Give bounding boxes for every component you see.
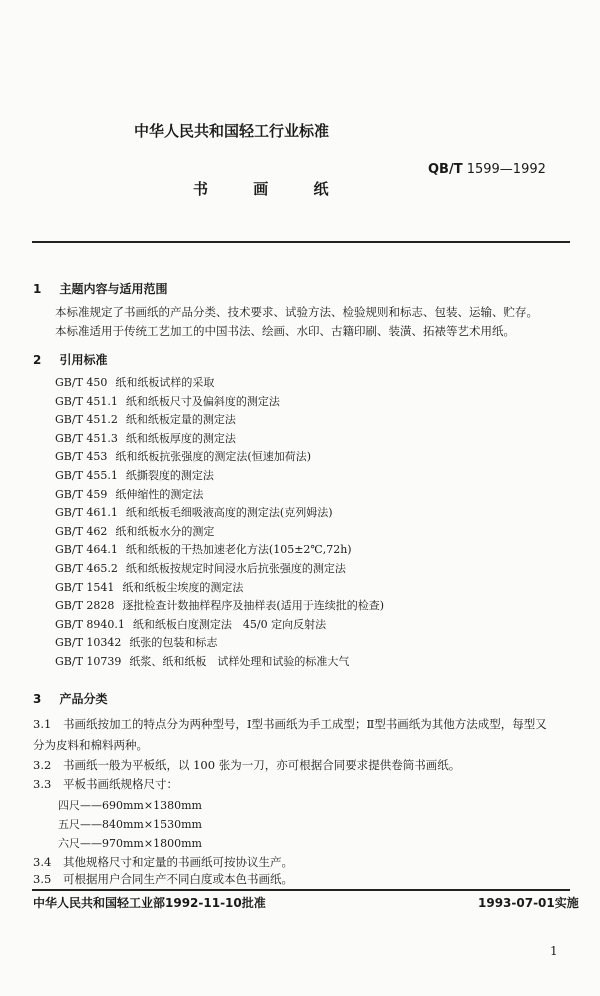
reference-item [55, 523, 384, 542]
reference-title: 纸和纸板尘埃度的测定法 [122, 580, 244, 594]
clause-3-5-number: 3.5 [33, 872, 52, 886]
reference-code: GB/T 453 [55, 450, 108, 464]
reference-code: GB/T 465.2 [55, 561, 118, 575]
reference-code: GB/T 451.1 [55, 394, 118, 408]
clause-3-3-text: 平板书画纸规格尺寸： [62, 777, 178, 791]
clause-3-1 [33, 716, 547, 732]
reference-title: 纸和纸板定量的测定法 [125, 413, 236, 427]
section-2-number: 2 [33, 353, 42, 367]
reference-code: GB/T 459 [55, 487, 108, 501]
section-1-title: 主题内容与适用范围 [59, 282, 168, 296]
section-1-paragraph-2: 本标准适用于传统工艺加工的中国书法、绘画、水印、古籍印刷、装潢、拓裱等艺术用纸。 [55, 324, 515, 338]
reference-title: 纸和纸板水分的测定 [115, 524, 215, 538]
reference-title: 纸浆、纸和纸板 试样处理和试验的标准大气 [129, 654, 350, 668]
clause-3-4 [33, 854, 293, 870]
reference-item [55, 411, 384, 430]
standard-code-number: 1599—1992 [466, 162, 546, 177]
clause-3-3 [33, 776, 178, 792]
reference-code: GB/T 451.3 [55, 431, 118, 445]
reference-code: GB/T 461.1 [55, 506, 118, 520]
document-title: 书 画 纸 [193, 180, 349, 198]
reference-title: 纸和纸板尺寸及偏斜度的测定法 [125, 394, 280, 408]
size-spec-item: 四尺——690mm×1380mm [58, 799, 202, 812]
reference-item [55, 374, 384, 393]
reference-item [55, 597, 384, 616]
clause-3-4-number: 3.4 [33, 855, 52, 869]
reference-title: 纸和纸板毛细吸液高度的测定法(克列姆法) [125, 506, 333, 520]
reference-title: 纸伸缩性的测定法 [115, 487, 204, 501]
reference-code: GB/T 455.1 [55, 468, 118, 482]
section-1-number: 1 [33, 282, 42, 296]
reference-code: GB/T 1541 [55, 580, 115, 594]
size-spec-item: 六尺——970mm×1800mm [58, 837, 202, 850]
reference-code: GB/T 450 [55, 376, 108, 389]
clause-3-3-number: 3.3 [33, 777, 52, 791]
clause-3-5 [33, 871, 293, 887]
reference-code: GB/T 10739 [55, 654, 122, 668]
issuing-organization: 中华人民共和国轻工行业标准 [134, 122, 330, 140]
clause-3-1-continuation: 分为皮料和棉料两种。 [33, 738, 148, 752]
standard-code-prefix: QB/T [428, 162, 463, 177]
reference-title: 纸和纸板的干热加速老化方法(105±2℃,72h) [125, 543, 352, 557]
reference-code: GB/T 10342 [55, 636, 122, 650]
size-spec-item: 五尺——840mm×1530mm [58, 818, 202, 831]
reference-title: 纸撕裂度的测定法 [125, 468, 214, 482]
reference-code: GB/T 8940.1 [55, 617, 125, 631]
reference-item [55, 393, 384, 412]
reference-item [55, 430, 384, 449]
reference-item [55, 634, 384, 653]
reference-code: GB/T 451.2 [55, 413, 118, 427]
reference-title: 纸和纸板按规定时间浸水后抗张强度的测定法 [125, 561, 346, 575]
section-1-paragraph-1: 本标准规定了书画纸的产品分类、技术要求、试验方法、检验规则和标志、包装、运输、贮存。 [55, 305, 538, 319]
section-3-title: 产品分类 [59, 692, 108, 706]
reference-title: 纸和纸板试样的采取 [115, 376, 215, 389]
standard-code [428, 162, 546, 177]
reference-item [55, 560, 384, 579]
clause-3-2-number: 3.2 [33, 758, 52, 772]
reference-item [55, 504, 384, 523]
reference-item [55, 616, 384, 635]
reference-item [55, 486, 384, 505]
reference-code: GB/T 2828 [55, 599, 115, 613]
clause-3-2-text: 书画纸一般为平板纸，以 100 张为一刀，亦可根据合同要求提供卷筒书画纸。 [62, 758, 461, 772]
clause-3-1-text: 书画纸按加工的特点分为两种型号，Ⅰ型书画纸为手工成型；Ⅱ型书画纸为其他方法成型，每型又 [62, 717, 547, 731]
reference-title: 纸和纸板白度测定法 45/0 定向反射法 [132, 617, 327, 631]
section-1-heading [33, 280, 168, 297]
footer-divider [32, 889, 570, 891]
clause-3-5-text: 可根据用户合同生产不同白度或本色书画纸。 [62, 872, 293, 886]
reference-title: 纸张的包装和标志 [129, 636, 218, 650]
reference-list [55, 374, 384, 672]
reference-item [55, 541, 384, 560]
reference-title: 逐批检查计数抽样程序及抽样表(适用于连续批的检查) [122, 599, 384, 613]
section-2-title: 引用标准 [59, 353, 108, 367]
reference-item [55, 448, 384, 467]
header-divider [32, 241, 570, 243]
approval-statement: 中华人民共和国轻工业部1992-11-10批准 [33, 896, 266, 910]
reference-code: GB/T 464.1 [55, 543, 118, 557]
effective-date: 1993-07-01实施 [478, 896, 579, 910]
reference-title: 纸和纸板抗张强度的测定法(恒速加荷法) [115, 450, 311, 464]
reference-item [55, 579, 384, 598]
reference-item [55, 653, 384, 672]
reference-code: GB/T 462 [55, 524, 108, 538]
page-number: 1 [550, 944, 558, 958]
section-3-number: 3 [33, 692, 42, 706]
section-3-heading [33, 690, 108, 707]
clause-3-1-number: 3.1 [33, 717, 52, 731]
section-2-heading [33, 351, 108, 368]
reference-title: 纸和纸板厚度的测定法 [125, 431, 236, 445]
clause-3-4-text: 其他规格尺寸和定量的书画纸可按协议生产。 [62, 855, 293, 869]
clause-3-2 [33, 757, 460, 773]
reference-item [55, 467, 384, 486]
